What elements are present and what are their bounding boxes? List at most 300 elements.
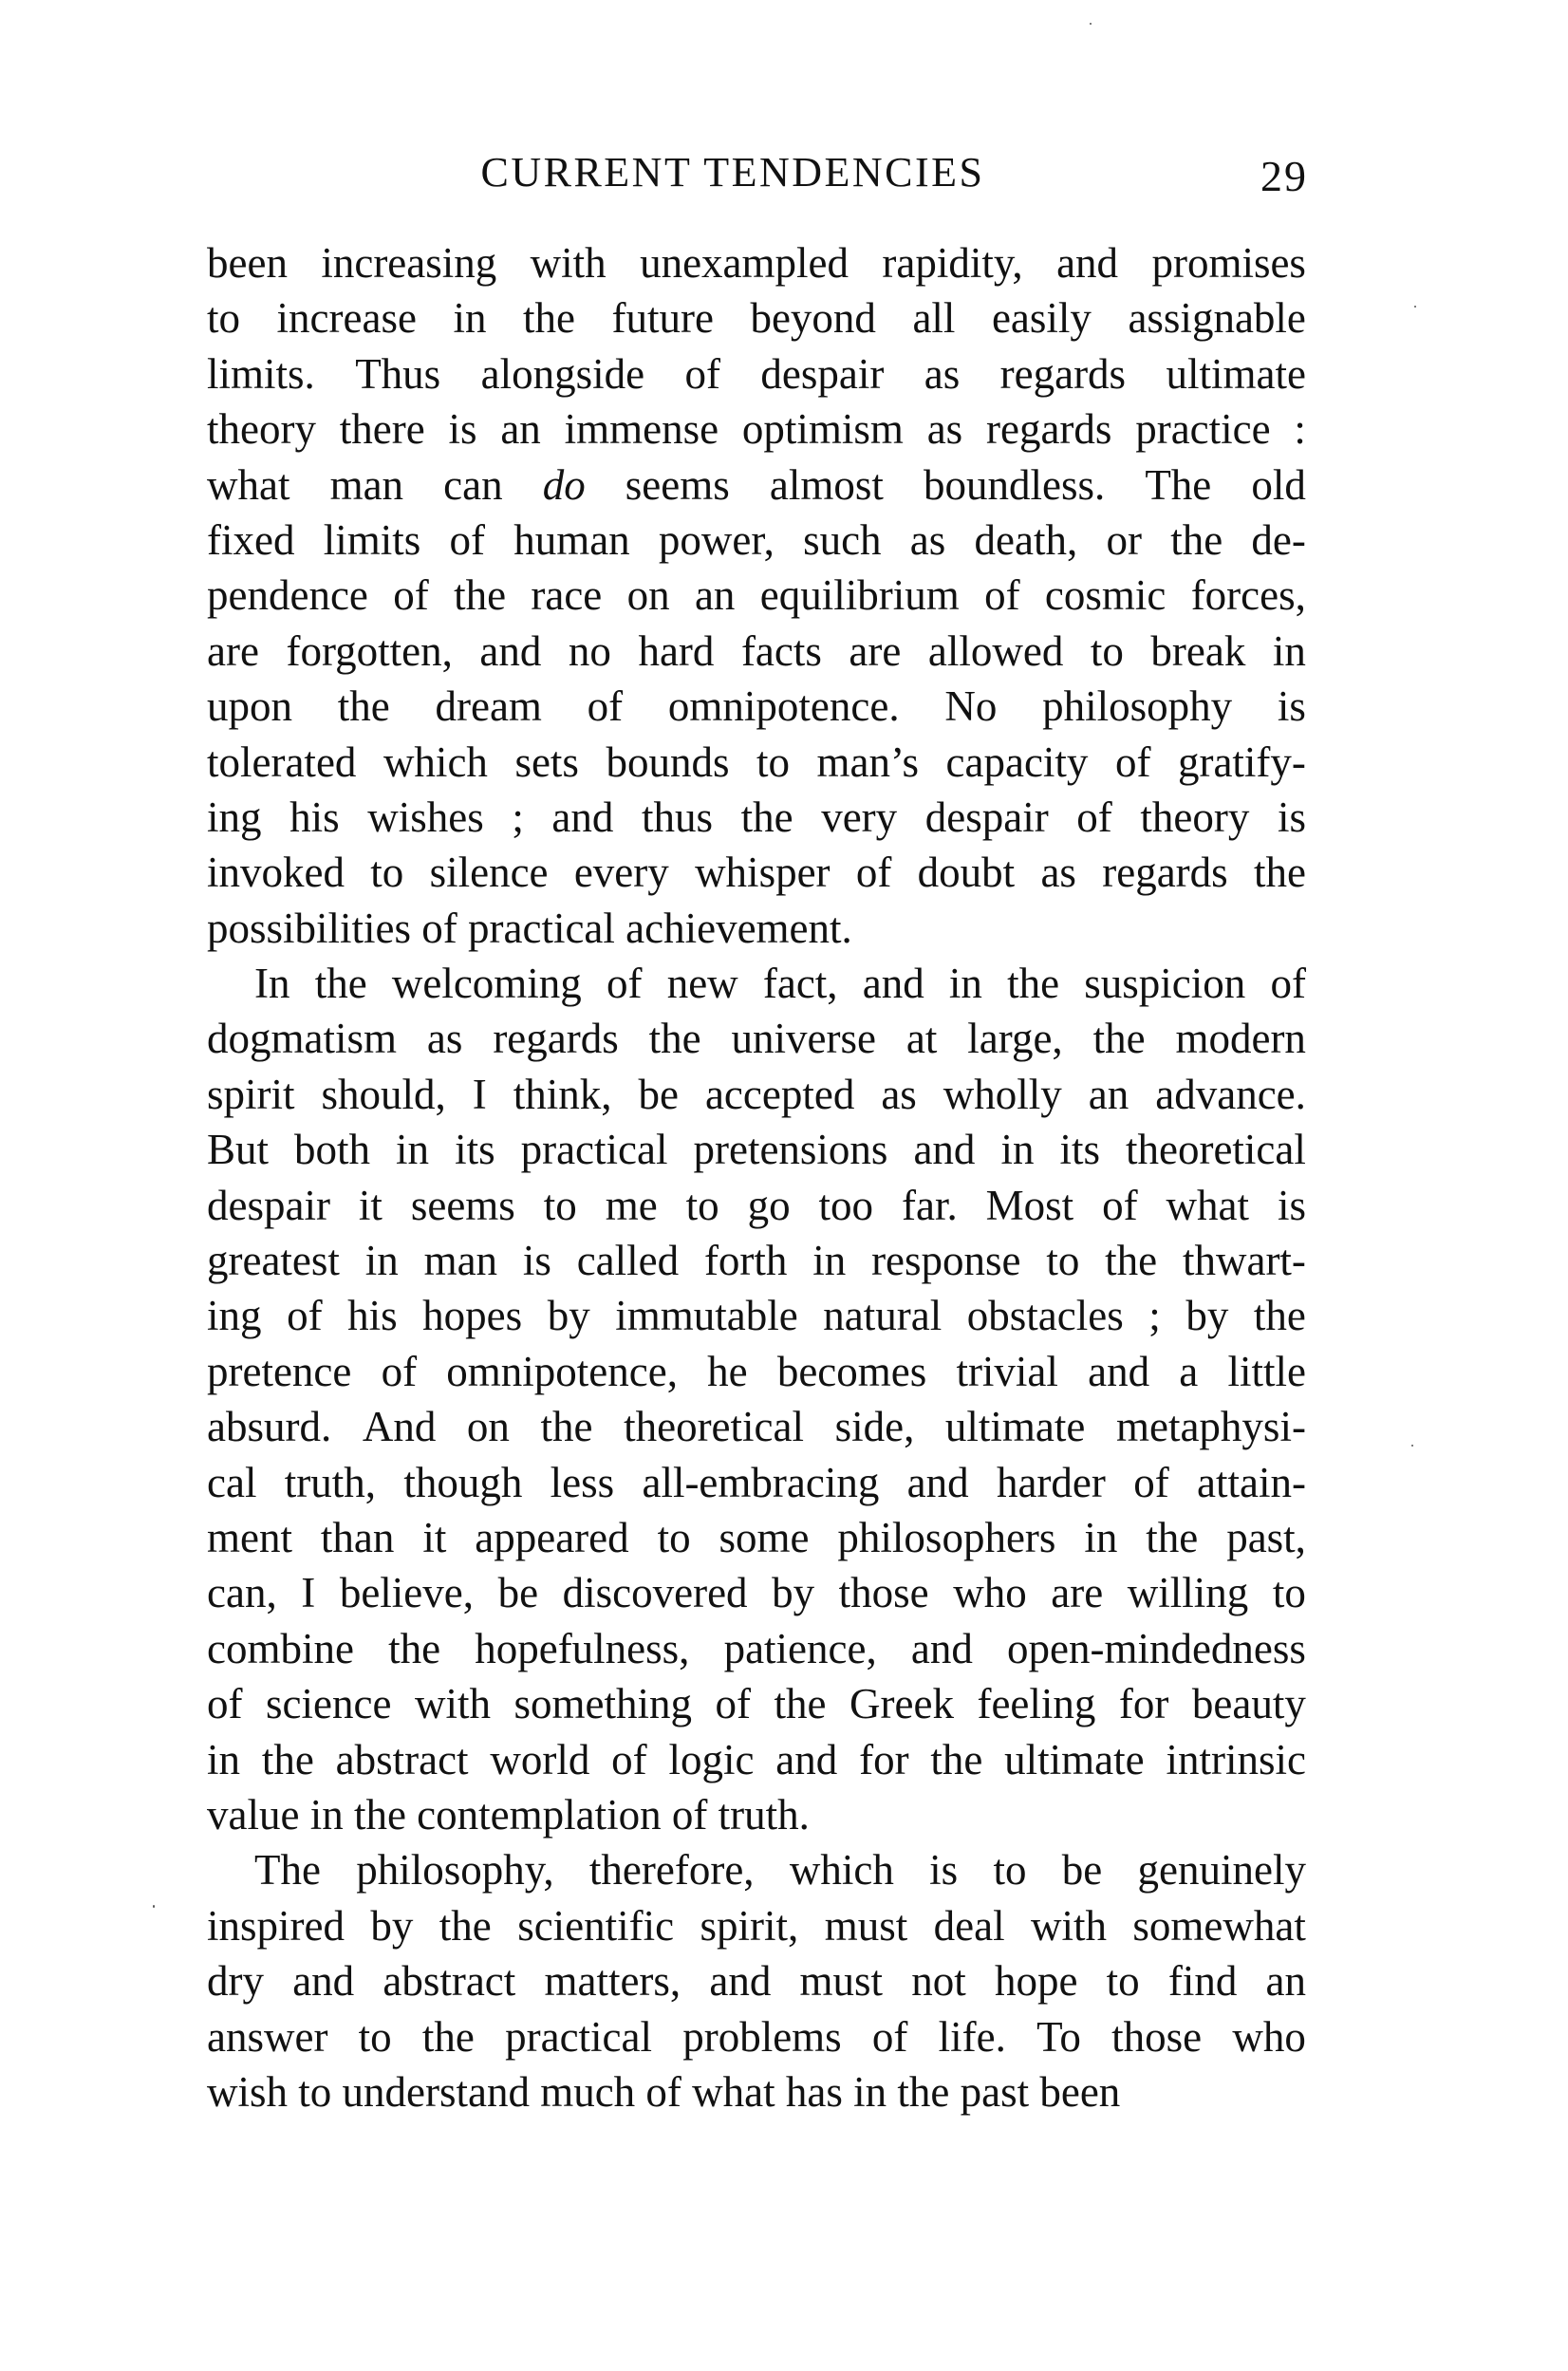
word: regards — [493, 1015, 619, 1063]
paragraph-first-line — [207, 1842, 1306, 1897]
word: of — [871, 2012, 908, 2061]
word: obstacles — [966, 1292, 1124, 1340]
word: tolerated — [207, 737, 357, 786]
word: are — [849, 626, 902, 675]
word: despair — [760, 349, 885, 398]
text-line — [207, 1011, 1306, 1066]
word: forces, — [1190, 571, 1306, 620]
word: somewhat — [1132, 1901, 1306, 1950]
word: truth, — [284, 1458, 377, 1506]
text-line: value in the contemplation of truth. — [207, 1790, 810, 1839]
word: To — [1036, 2012, 1081, 2061]
word: which — [383, 737, 488, 786]
word: to — [358, 2012, 392, 2061]
word: go — [747, 1181, 791, 1229]
text-line — [207, 1233, 1306, 1288]
word: accepted — [704, 1070, 855, 1118]
word: Greek — [849, 1680, 954, 1728]
word: in — [1084, 1513, 1118, 1561]
word: regards — [1102, 849, 1228, 897]
word: dream — [435, 682, 542, 731]
word: the — [1105, 1237, 1158, 1285]
word: appeared — [475, 1513, 629, 1561]
word: life. — [938, 2012, 1006, 2061]
word: as — [426, 1015, 463, 1063]
word: future — [611, 294, 714, 343]
word: the — [261, 1735, 314, 1783]
word: open-mindedness — [1007, 1624, 1306, 1672]
word: Most — [985, 1181, 1074, 1229]
word: suspicion — [1084, 960, 1246, 1008]
word: as — [926, 405, 963, 454]
word: the — [522, 294, 575, 343]
word: must — [824, 1901, 908, 1950]
word: for — [1118, 1680, 1169, 1728]
word: philosophy, — [356, 1846, 554, 1895]
word: problems — [682, 2012, 842, 2061]
word: gratify- — [1177, 737, 1306, 786]
word: doubt — [917, 849, 1016, 897]
text-line: possibilities of practical achievement. — [207, 904, 852, 952]
word: practical — [505, 2012, 652, 2061]
text-line — [207, 1953, 1306, 2008]
word: theoretical — [624, 1403, 804, 1451]
word: ment — [207, 1513, 292, 1561]
word: ; — [512, 793, 524, 841]
word: in — [812, 1237, 847, 1285]
word: as — [1040, 849, 1076, 897]
word: are — [1051, 1569, 1104, 1617]
word: all-embracing — [642, 1458, 880, 1506]
word: is — [448, 405, 477, 454]
word: theoretical — [1125, 1126, 1306, 1174]
word: omnipotence, — [446, 1347, 678, 1395]
word: beyond — [750, 294, 876, 343]
word: seems — [410, 1181, 515, 1229]
word: response — [871, 1237, 1021, 1285]
word: on — [466, 1403, 510, 1451]
word: cosmic — [1044, 571, 1167, 620]
word: be — [638, 1070, 679, 1118]
text-line — [207, 624, 1306, 679]
word: promises — [1151, 239, 1306, 287]
word: in — [207, 1735, 241, 1783]
word: as — [924, 349, 961, 398]
word: of — [611, 1735, 647, 1783]
text-line — [207, 401, 1306, 457]
word: must — [799, 1957, 884, 2006]
word: of — [587, 682, 624, 731]
word: by — [370, 1901, 414, 1950]
word: the — [1253, 849, 1306, 897]
word: practice — [1135, 405, 1271, 454]
word: in — [948, 960, 982, 1008]
word: beauty — [1191, 1680, 1306, 1728]
word: to — [207, 294, 241, 343]
body-text — [207, 235, 1306, 2119]
word: very — [821, 793, 898, 841]
word: upon — [207, 682, 292, 731]
word: there — [339, 405, 425, 454]
word: than — [320, 1513, 395, 1561]
word: : — [1294, 405, 1306, 454]
word: practical — [520, 1126, 668, 1174]
word: is — [1277, 1181, 1306, 1229]
word: invoked — [207, 849, 345, 897]
scan-speck — [1414, 306, 1416, 308]
word: as — [909, 515, 946, 564]
word: an — [1265, 1957, 1306, 2006]
word: the — [421, 2012, 475, 2061]
word: little — [1227, 1347, 1306, 1395]
word: is — [1277, 793, 1306, 841]
word: be — [497, 1569, 539, 1617]
running-title — [207, 142, 1308, 203]
word: to — [1090, 626, 1124, 675]
word: and — [906, 1458, 969, 1506]
word: and — [709, 1957, 772, 2006]
word: what — [207, 460, 290, 509]
word: past, — [1226, 1513, 1306, 1561]
paragraph — [207, 235, 1306, 956]
word: thwart- — [1182, 1237, 1306, 1285]
text-line — [207, 1676, 1306, 1731]
word: to — [1272, 1569, 1306, 1617]
word: the — [930, 1735, 983, 1783]
word: of — [1114, 737, 1151, 786]
word: harder — [996, 1458, 1106, 1506]
word: it — [358, 1181, 383, 1229]
word: death, — [974, 515, 1078, 564]
word: of — [1133, 1458, 1169, 1506]
word: limits. — [207, 349, 315, 398]
text-line — [207, 790, 1306, 845]
word: find — [1167, 1957, 1238, 2006]
word: of — [1076, 793, 1112, 841]
word: discovered — [562, 1569, 748, 1617]
word: and — [913, 1126, 976, 1174]
word: the — [388, 1624, 441, 1672]
word: But — [207, 1126, 270, 1174]
word: natural — [823, 1292, 943, 1340]
word: which — [789, 1846, 894, 1895]
word: his — [289, 793, 340, 841]
word: is — [522, 1237, 551, 1285]
word: of — [684, 349, 720, 398]
word: The — [1145, 460, 1212, 509]
word: deal — [933, 1901, 1005, 1950]
word: pretensions — [693, 1126, 888, 1174]
word: thus — [642, 793, 714, 841]
word: and — [292, 1957, 355, 2006]
word: of — [715, 1680, 751, 1728]
text-line — [207, 845, 1306, 900]
word: a — [1179, 1347, 1199, 1395]
word: fixed — [207, 515, 295, 564]
word: to — [1046, 1237, 1080, 1285]
word: whisper — [695, 849, 831, 897]
word: hope — [994, 1957, 1078, 2006]
word: his — [347, 1292, 398, 1340]
word: advance. — [1155, 1070, 1306, 1118]
word: ultimate — [944, 1403, 1086, 1451]
word: bounds — [606, 737, 730, 786]
word: the — [740, 793, 793, 841]
word: far. — [901, 1181, 958, 1229]
text-line — [207, 346, 1306, 401]
word: immutable — [615, 1292, 798, 1340]
italic-word: do — [542, 460, 586, 509]
word: abstract — [335, 1735, 469, 1783]
word: who — [1232, 2012, 1306, 2061]
word: optimism — [741, 405, 904, 454]
word: the — [454, 571, 507, 620]
word: I — [301, 1569, 316, 1617]
word: sets — [514, 737, 579, 786]
word: to — [657, 1513, 691, 1561]
word: inspired — [207, 1901, 345, 1950]
text-line — [207, 1067, 1306, 1122]
word: spirit, — [700, 1901, 799, 1950]
word: equilibrium — [759, 571, 960, 620]
word: unexampled — [640, 239, 849, 287]
word: capacity — [945, 737, 1089, 786]
word: despair — [924, 793, 1049, 841]
text-line — [207, 1122, 1306, 1177]
word: I — [472, 1070, 487, 1118]
word: the — [1170, 515, 1223, 564]
word: dry — [207, 1957, 264, 2006]
word: race — [531, 571, 603, 620]
word: theory — [207, 405, 316, 454]
text-line — [207, 1732, 1306, 1787]
word: in — [453, 294, 487, 343]
word: man — [329, 460, 404, 509]
word: too — [818, 1181, 874, 1229]
word: man — [423, 1237, 498, 1285]
word: universe — [731, 1015, 876, 1063]
word: can, — [207, 1569, 277, 1617]
word: metaphysi- — [1115, 1403, 1306, 1451]
word: not — [911, 1957, 966, 2006]
word: at — [905, 1015, 938, 1063]
word: de- — [1251, 515, 1306, 564]
word: side, — [834, 1403, 915, 1451]
word: increasing — [321, 239, 497, 287]
word: as — [881, 1070, 917, 1118]
word: omnipotence. — [667, 682, 900, 731]
word: intrinsic — [1166, 1735, 1306, 1783]
word: some — [719, 1513, 810, 1561]
word: easily — [991, 294, 1092, 343]
word: wishes — [367, 793, 484, 841]
text-line — [207, 1898, 1306, 1953]
word: believe, — [339, 1569, 475, 1617]
word: assignable — [1128, 294, 1306, 343]
word: new — [666, 960, 738, 1008]
word: increase — [276, 294, 417, 343]
word: something — [513, 1680, 692, 1728]
word: trivial — [956, 1347, 1058, 1395]
word: power, — [658, 515, 775, 564]
word: The — [254, 1846, 321, 1895]
word: or — [1106, 515, 1142, 564]
word: logic — [668, 1735, 755, 1783]
word: regards — [999, 349, 1127, 398]
text-line — [207, 1288, 1306, 1343]
scan-speck — [1090, 23, 1092, 25]
word: of — [1102, 1181, 1138, 1229]
word: an — [500, 405, 541, 454]
word: the — [337, 682, 390, 731]
word: pendence — [207, 571, 368, 620]
word: both — [294, 1126, 371, 1174]
word: the — [439, 1901, 492, 1950]
word: of — [1270, 960, 1306, 1008]
word: philosophers — [837, 1513, 1056, 1561]
word: willing — [1127, 1569, 1249, 1617]
word: been — [207, 239, 288, 287]
word: large, — [967, 1015, 1063, 1063]
word: is — [929, 1846, 959, 1895]
word: the — [314, 960, 367, 1008]
word: with — [530, 239, 607, 287]
word: attain- — [1197, 1458, 1306, 1506]
word: regards — [985, 405, 1112, 454]
word: be — [1061, 1846, 1103, 1895]
word: immense — [564, 405, 719, 454]
word: and — [1056, 239, 1119, 287]
word: every — [573, 849, 669, 897]
page-number: 29 — [1260, 152, 1308, 200]
word: matters, — [544, 1957, 681, 2006]
word: to — [543, 1181, 577, 1229]
word: break — [1150, 626, 1246, 675]
word: who — [953, 1569, 1027, 1617]
text-line — [207, 1455, 1306, 1510]
word: alongside — [480, 349, 645, 398]
word: of — [287, 1292, 323, 1340]
text-line — [207, 1621, 1306, 1676]
word: in — [1272, 626, 1306, 675]
word: the — [1253, 1292, 1306, 1340]
word: the — [1146, 1513, 1199, 1561]
text-line — [207, 1565, 1306, 1620]
text-line — [207, 1510, 1306, 1565]
word: it — [422, 1513, 447, 1561]
word: an — [1088, 1070, 1129, 1118]
text-line — [207, 568, 1306, 623]
word: spirit — [207, 1070, 295, 1118]
word: of — [393, 571, 429, 620]
word: rapidity, — [882, 239, 1023, 287]
word: ; — [1148, 1292, 1161, 1340]
word: scientific — [517, 1901, 675, 1950]
word: called — [576, 1237, 680, 1285]
word: with — [414, 1680, 491, 1728]
running-title-text: CURRENT TENDENCIES — [480, 149, 985, 196]
word: in — [396, 1126, 430, 1174]
word: abstract — [383, 1957, 516, 2006]
paragraph — [207, 1842, 1306, 2119]
scan-speck — [1411, 1445, 1413, 1447]
word: to — [1106, 1957, 1140, 2006]
word: fact, — [762, 960, 838, 1008]
word: facts — [740, 626, 822, 675]
word: And — [362, 1403, 437, 1451]
word: despair — [207, 1181, 330, 1229]
word: old — [1251, 460, 1306, 509]
word: No — [944, 682, 998, 731]
word: modern — [1175, 1015, 1306, 1063]
word: boundless. — [923, 460, 1106, 509]
word: welcoming — [391, 960, 582, 1008]
word: feeling — [977, 1680, 1096, 1728]
text-line — [207, 290, 1306, 345]
word: should, — [321, 1070, 446, 1118]
word: allowed — [927, 626, 1064, 675]
word: pretence — [207, 1347, 352, 1395]
word: in — [364, 1237, 399, 1285]
word: wholly — [943, 1070, 1062, 1118]
word: theory — [1140, 793, 1250, 841]
word: human — [513, 515, 630, 564]
word: cal — [207, 1458, 257, 1506]
word: and — [551, 793, 614, 841]
word: seems — [625, 460, 730, 509]
text-line: wish to understand much of what has in the past been — [207, 2067, 1121, 2116]
word: the — [774, 1680, 827, 1728]
word: philosophy — [1042, 682, 1233, 731]
word: on — [626, 571, 670, 620]
text-line — [207, 1344, 1306, 1399]
word: hopefulness, — [475, 1624, 690, 1672]
text-line — [207, 679, 1306, 734]
word: the — [1007, 960, 1060, 1008]
word: ing — [207, 1292, 262, 1340]
paragraph-first-line — [207, 956, 1306, 1011]
word: think, — [513, 1070, 612, 1118]
word: by — [1185, 1292, 1229, 1340]
text-line — [207, 513, 1306, 568]
word: dogmatism — [207, 1015, 397, 1063]
word: to — [756, 737, 790, 786]
word: can — [443, 460, 503, 509]
word: world — [490, 1735, 590, 1783]
word: no — [568, 626, 611, 675]
word: Thus — [355, 349, 441, 398]
word: and — [1088, 1347, 1150, 1395]
word: and — [862, 960, 924, 1008]
word: therefore, — [588, 1846, 755, 1895]
word: forgotten, — [286, 626, 453, 675]
word: its — [1059, 1126, 1100, 1174]
word: all — [912, 294, 956, 343]
word: limits — [323, 515, 421, 564]
word: becomes — [776, 1347, 927, 1395]
word: those — [1111, 2012, 1203, 2061]
word: in — [1000, 1126, 1035, 1174]
word: absurd. — [207, 1403, 332, 1451]
word: of — [855, 849, 892, 897]
word: to — [993, 1846, 1027, 1895]
text-line — [207, 735, 1306, 790]
word: of — [607, 960, 643, 1008]
word: answer — [207, 2012, 328, 2061]
word: me — [605, 1181, 658, 1229]
word: hopes — [422, 1292, 523, 1340]
text-line — [207, 235, 1306, 290]
